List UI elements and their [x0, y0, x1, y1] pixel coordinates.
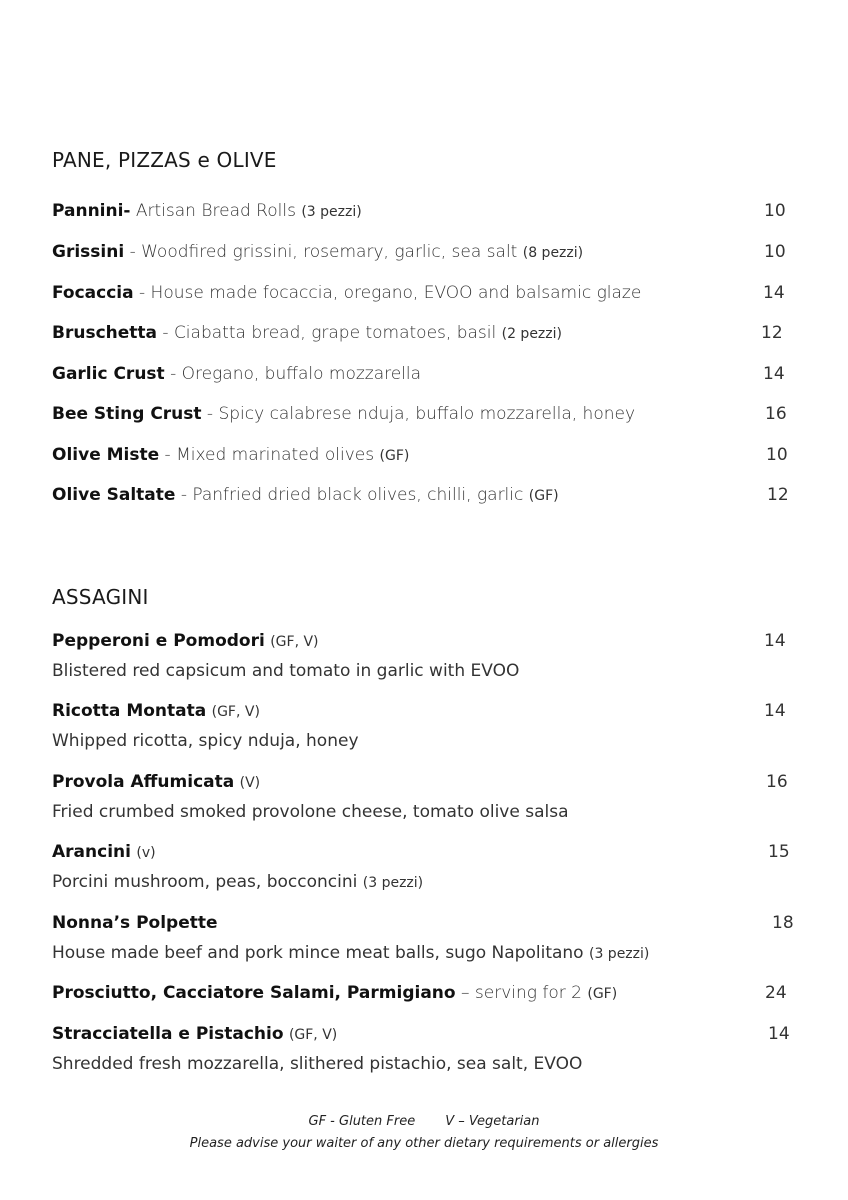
- item-note: (GF): [379, 448, 410, 464]
- item-desc: – serving for 2: [455, 983, 588, 1003]
- item-note: (2 pezzi): [501, 326, 562, 342]
- legend-gf: GF - Gluten Free: [308, 1114, 416, 1129]
- item-price: 14: [763, 283, 785, 303]
- item-description: Porcini mushroom, peas, bocconcini (3 pezzi): [52, 872, 424, 892]
- item-note: (V): [239, 775, 261, 791]
- item-note: (GF, V): [288, 1027, 338, 1043]
- item-note: (3 pezzi): [301, 204, 362, 220]
- menu-item: [52, 482, 848, 508]
- item-price: 10: [764, 201, 786, 221]
- item-name: Provola Affumicata: [52, 772, 235, 792]
- item-desc: Artisan Bread Rolls: [130, 201, 302, 221]
- item-name: Arancini: [52, 842, 131, 862]
- menu-item: [52, 401, 848, 427]
- item-description: Whipped ricotta, spicy nduja, honey: [52, 731, 359, 751]
- menu-item: [52, 980, 848, 1006]
- item-description: House made beef and pork mince meat balls, sugo Napolitano (3 pezzi): [52, 943, 650, 963]
- section-title-assagini: ASSAGINI: [52, 585, 149, 609]
- item-note: (v): [136, 845, 156, 861]
- menu-item: [52, 320, 848, 346]
- item-name: Bee Sting Crust: [52, 404, 202, 424]
- item-name: Ricotta Montata: [52, 701, 207, 721]
- item-desc: - Spicy calabrese nduja, buffalo mozzarella, honey: [201, 404, 636, 424]
- item-desc: - Mixed marinated olives: [159, 445, 380, 465]
- item-desc: - Panfried dried black olives, chilli, garlic: [175, 485, 529, 505]
- menu-item: [52, 280, 848, 306]
- item-note: (GF): [587, 986, 618, 1002]
- item-desc: - Ciabatta bread, grape tomatoes, basil: [157, 323, 502, 343]
- item-note: (8 pezzi): [522, 245, 584, 261]
- menu-item: [52, 698, 848, 751]
- menu-item: [52, 361, 848, 387]
- item-name: Bruschetta: [52, 323, 157, 343]
- item-price: 14: [764, 631, 786, 651]
- menu-item: [52, 1021, 848, 1074]
- menu-item: [52, 239, 848, 265]
- item-name: Grissini: [52, 242, 125, 262]
- item-description: Fried crumbed smoked provolone cheese, tomato olive salsa: [52, 802, 569, 822]
- item-price: 24: [765, 983, 787, 1003]
- menu-item: [52, 442, 848, 468]
- dietary-legend: [0, 1114, 848, 1129]
- item-note: (GF, V): [211, 704, 260, 720]
- item-desc: - House made focaccia, oregano, EVOO and balsamic glaze: [133, 283, 642, 303]
- item-name: Nonna’s Polpette: [52, 913, 218, 933]
- menu-item: [52, 628, 848, 681]
- item-price: 18: [772, 913, 794, 933]
- item-note: (GF): [528, 488, 559, 504]
- item-price: 15: [768, 842, 790, 862]
- item-price: 12: [767, 485, 789, 505]
- item-name: Pepperoni e Pomodori: [52, 631, 265, 651]
- item-price: 14: [764, 701, 786, 721]
- menu-item: [52, 769, 848, 822]
- item-name: Pannini-: [52, 201, 131, 221]
- item-price: 16: [766, 772, 788, 792]
- item-price: 14: [763, 364, 785, 384]
- item-desc: - Woodfired grissini, rosemary, garlic, sea salt: [124, 242, 523, 262]
- item-name: Olive Miste: [52, 445, 160, 465]
- menu-item: [52, 198, 848, 224]
- section-title-pane: PANE, PIZZAS e OLIVE: [52, 148, 277, 172]
- menu-item: [52, 910, 848, 963]
- item-description: Shredded fresh mozzarella, slithered pistachio, sea salt, EVOO: [52, 1054, 583, 1074]
- item-description: Blistered red capsicum and tomato in garlic with EVOO: [52, 661, 520, 681]
- item-name: Focaccia: [52, 283, 134, 303]
- item-price: 14: [768, 1024, 790, 1044]
- menu-item: [52, 839, 848, 892]
- item-name: Prosciutto, Cacciatore Salami, Parmigiano: [52, 983, 456, 1003]
- dietary-note: Please advise your waiter of any other dietary requirements or allergies: [189, 1136, 659, 1151]
- item-price: 10: [764, 242, 786, 262]
- item-note: (GF, V): [270, 634, 319, 650]
- item-name: Garlic Crust: [52, 364, 165, 384]
- item-name: Stracciatella e Pistachio: [52, 1024, 284, 1044]
- item-desc: - Oregano, buffalo mozzarella: [164, 364, 422, 384]
- item-price: 10: [766, 445, 788, 465]
- item-price: 16: [765, 404, 787, 424]
- legend-v: V – Vegetarian: [445, 1114, 540, 1129]
- item-name: Olive Saltate: [52, 485, 176, 505]
- item-price: 12: [761, 323, 783, 343]
